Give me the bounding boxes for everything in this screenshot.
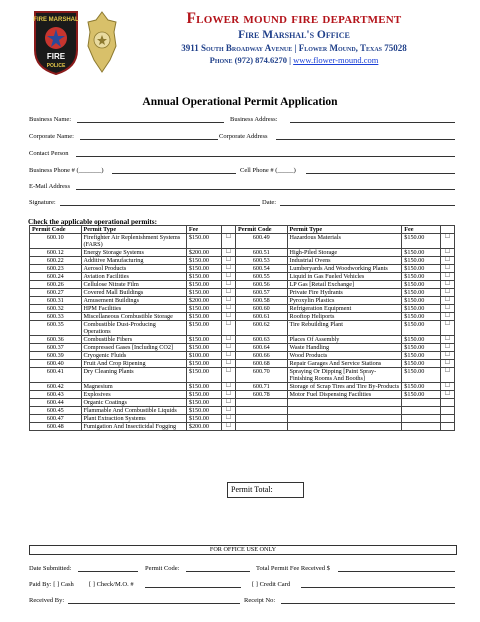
table-row: [30, 399, 455, 407]
table-row: [30, 360, 455, 368]
table-row: [30, 344, 455, 352]
corporate-name-label: Corporate Name:: [29, 133, 74, 140]
permit-code-cell: 600.24: [30, 273, 82, 281]
permit-fee-cell: $150.00: [186, 360, 221, 368]
permit-fee-cell: $150.00: [186, 383, 221, 391]
column-header-blank: [221, 226, 235, 234]
permit-fee-cell: $150.00: [402, 383, 441, 391]
table-row: [30, 265, 455, 273]
credit-card-option[interactable]: [ ] Credit Card: [252, 581, 291, 588]
permit-code-cell: 600.48: [30, 423, 82, 431]
permit-fee-cell: $150.00: [186, 313, 221, 321]
column-header: Permit Code: [30, 226, 82, 234]
permit-fee-cell: [402, 423, 441, 431]
column-header-blank: [440, 226, 454, 234]
permit-type-cell: Plant Extraction Systems: [81, 415, 186, 423]
police-badge-logo: [86, 10, 118, 76]
permit-checkbox[interactable]: ☐: [221, 383, 235, 391]
business-name-label: Business Name:: [29, 116, 72, 123]
permit-code-cell: 600.62: [236, 321, 288, 336]
permit-fee-cell: $200.00: [186, 249, 221, 257]
table-row: [30, 407, 455, 415]
permit-checkbox[interactable]: ☐: [221, 336, 235, 344]
permit-checkbox[interactable]: ☐: [440, 391, 454, 399]
permit-type-cell: Motor Fuel Dispensing Facilities: [287, 391, 402, 399]
permit-checkbox[interactable]: ☐: [221, 352, 235, 360]
permit-code-cell: 600.33: [30, 313, 82, 321]
permit-type-cell: Hazardous Materials: [287, 234, 402, 249]
column-header: Fee: [402, 226, 441, 234]
permit-code-cell: [236, 407, 288, 415]
permit-fee-cell: $150.00: [402, 289, 441, 297]
date-submitted-field[interactable]: [78, 571, 138, 572]
permit-type-cell: Repair Garages And Service Stations: [287, 360, 402, 368]
permit-fee-cell: $150.00: [186, 399, 221, 407]
permit-fee-cell: $150.00: [186, 391, 221, 399]
table-row: [30, 289, 455, 297]
table-row: [30, 297, 455, 305]
business-phone-field[interactable]: [112, 173, 236, 174]
column-header: Permit Type: [81, 226, 186, 234]
permit-fee-cell: $150.00: [186, 289, 221, 297]
permit-fee-cell: $150.00: [186, 265, 221, 273]
permit-fee-cell: $150.00: [402, 273, 441, 281]
permit-checkbox[interactable]: ☐: [221, 344, 235, 352]
email-field[interactable]: [76, 189, 455, 190]
permit-code-cell: 600.37: [30, 344, 82, 352]
permit-code-cell: 600.42: [30, 383, 82, 391]
table-row: [30, 391, 455, 399]
permit-checkbox[interactable]: ☐: [221, 305, 235, 313]
permit-fee-cell: $150.00: [186, 321, 221, 336]
column-header: Permit Type: [287, 226, 402, 234]
permit-checkbox[interactable]: ☐: [440, 265, 454, 273]
organization-header: [129, 10, 459, 66]
column-header: Fee: [186, 226, 221, 234]
permit-fee-cell: $150.00: [402, 297, 441, 305]
office-address: 3911 South Broadway Avenue | Flower Mound, Texas 75028: [181, 43, 407, 53]
table-row: [30, 352, 455, 360]
permit-code-label: Permit Code:: [145, 565, 180, 572]
date-submitted-label: Date Submitted:: [29, 565, 72, 572]
received-by-label: Received By:: [29, 597, 65, 604]
table-header-row: [30, 226, 455, 234]
permit-code-cell: 600.53: [236, 257, 288, 265]
business-address-field[interactable]: [290, 122, 455, 123]
permit-fee-cell: $100.00: [186, 352, 221, 360]
total-fee-field[interactable]: [338, 571, 455, 572]
permit-checkbox[interactable]: ☐: [221, 407, 235, 415]
paid-by-cash-option[interactable]: Paid By: [ ] Cash: [29, 581, 74, 588]
contact-person-label: Contact Person: [29, 150, 69, 157]
permit-type-cell: Spraying Or Dipping [Paint Spray-Finishing Rooms And Booths]: [287, 368, 402, 383]
permit-code-field[interactable]: [186, 571, 250, 572]
permit-code-cell: 600.56: [236, 281, 288, 289]
total-fee-label: Total Permit Fee Received $: [256, 565, 330, 572]
email-label: E-Mail Address: [29, 183, 70, 190]
permit-code-cell: 600.43: [30, 391, 82, 399]
permit-code-cell: 600.36: [30, 336, 82, 344]
permit-fee-cell: $200.00: [186, 297, 221, 305]
permit-checkbox[interactable]: ☐: [221, 273, 235, 281]
permit-code-cell: 600.35: [30, 321, 82, 336]
svg-text:FIRE: FIRE: [46, 52, 66, 61]
business-name-field[interactable]: [77, 122, 224, 123]
table-row: [30, 273, 455, 281]
corporate-address-field[interactable]: [276, 139, 455, 140]
permit-fee-cell: [402, 399, 441, 407]
permit-code-cell: 600.12: [30, 249, 82, 257]
organization-name: Flower mound fire department: [186, 10, 402, 27]
cell-phone-field[interactable]: [306, 173, 455, 174]
office-name: Fire Marshal's Office: [238, 29, 350, 41]
permit-type-cell: Magnesium: [81, 383, 186, 391]
table-row: [30, 423, 455, 431]
table-row: [30, 305, 455, 313]
permit-fee-cell: $150.00: [186, 257, 221, 265]
permit-code-cell: 600.68: [236, 360, 288, 368]
table-row: [30, 249, 455, 257]
permit-type-cell: Industrial Ovens: [287, 257, 402, 265]
signature-label: Signature:: [29, 199, 56, 206]
permit-type-cell: Covered Mall Buildings: [81, 289, 186, 297]
permit-code-cell: 600.45: [30, 407, 82, 415]
permit-code-cell: [236, 423, 288, 431]
table-row: [30, 415, 455, 423]
cell-phone-label: Cell Phone # (_____): [240, 167, 296, 174]
table-row: [30, 336, 455, 344]
permit-code-cell: 600.40: [30, 360, 82, 368]
permit-code-cell: 600.55: [236, 273, 288, 281]
permit-checkbox[interactable]: ☐: [440, 249, 454, 257]
permit-code-cell: [236, 415, 288, 423]
permit-type-cell: Places Of Assembly: [287, 336, 402, 344]
permit-fee-cell: $150.00: [402, 336, 441, 344]
fire-department-patch-logo: [29, 8, 83, 76]
permit-code-cell: 600.60: [236, 305, 288, 313]
permit-checkbox[interactable]: ☐: [440, 313, 454, 321]
page-title: Annual Operational Permit Application: [142, 96, 338, 108]
permit-type-cell: LP Gas [Retail Exchange]: [287, 281, 402, 289]
permit-checkbox: [440, 407, 454, 415]
permit-checkbox[interactable]: ☐: [221, 297, 235, 305]
permit-checkbox[interactable]: ☐: [221, 249, 235, 257]
permit-checkbox[interactable]: ☐: [440, 234, 454, 249]
permit-checkbox[interactable]: ☐: [221, 281, 235, 289]
permit-fee-cell: $150.00: [402, 257, 441, 265]
permit-total-field[interactable]: Permit Total:: [227, 482, 304, 498]
permit-fee-cell: $150.00: [186, 415, 221, 423]
permit-checkbox[interactable]: ☐: [440, 305, 454, 313]
permit-fee-cell: $150.00: [402, 391, 441, 399]
check-number-field[interactable]: [145, 587, 241, 588]
office-use-heading: FOR OFFICE USE ONLY: [29, 545, 457, 555]
permit-type-cell: Compressed Gases [Including CO2]: [81, 344, 186, 352]
table-row: [30, 313, 455, 321]
permit-checkbox[interactable]: ☐: [221, 391, 235, 399]
permit-code-cell: 600.58: [236, 297, 288, 305]
permit-type-cell: [287, 399, 402, 407]
permit-code-cell: 600.51: [236, 249, 288, 257]
permit-type-cell: Cellulose Nitrate Film: [81, 281, 186, 289]
permit-type-cell: Cryogenic Fluids: [81, 352, 186, 360]
permit-code-cell: 600.27: [30, 289, 82, 297]
permit-checkbox[interactable]: ☐: [440, 344, 454, 352]
received-by-field[interactable]: [68, 603, 240, 604]
permit-code-cell: 600.47: [30, 415, 82, 423]
permit-type-cell: Private Fire Hydrants: [287, 289, 402, 297]
permit-type-cell: Combustible Dust-Producing Operations: [81, 321, 186, 336]
credit-card-field[interactable]: [301, 587, 455, 588]
permit-code-cell: 600.49: [236, 234, 288, 249]
permit-fee-cell: [402, 407, 441, 415]
permit-type-cell: Rooftop Heliports: [287, 313, 402, 321]
permit-checkbox[interactable]: ☐: [440, 289, 454, 297]
permit-checkbox[interactable]: ☐: [440, 321, 454, 336]
permit-fee-cell: $150.00: [186, 281, 221, 289]
permit-type-cell: Organic Coatings: [81, 399, 186, 407]
business-address-label: Business Address:: [230, 116, 278, 123]
permit-code-cell: 600.32: [30, 305, 82, 313]
signature-field[interactable]: [60, 205, 260, 206]
contact-person-field[interactable]: [76, 156, 455, 157]
table-row: [30, 257, 455, 265]
check-option[interactable]: [ ] Check/M.O. #: [89, 581, 134, 588]
permit-type-cell: Tire Rebuilding Plant: [287, 321, 402, 336]
permit-checkbox[interactable]: ☐: [440, 297, 454, 305]
permit-fee-cell: $150.00: [402, 234, 441, 249]
permit-checkbox[interactable]: ☐: [440, 360, 454, 368]
permit-checkbox[interactable]: ☐: [221, 360, 235, 368]
permit-type-cell: Miscellaneous Combustible Storage: [81, 313, 186, 321]
permit-checkbox[interactable]: ☐: [440, 368, 454, 383]
permit-fee-cell: $150.00: [402, 265, 441, 273]
svg-text:FIRE MARSHAL: FIRE MARSHAL: [33, 17, 79, 23]
permits-heading: Check the applicable operational permits:: [28, 218, 157, 226]
permit-code-cell: 600.10: [30, 234, 82, 249]
permit-code-cell: 600.31: [30, 297, 82, 305]
permit-type-cell: Amusement Buildings: [81, 297, 186, 305]
receipt-no-field[interactable]: [281, 603, 455, 604]
permit-checkbox[interactable]: ☐: [221, 368, 235, 383]
permit-type-cell: High-Piled Storage: [287, 249, 402, 257]
permit-type-cell: [287, 415, 402, 423]
permit-type-cell: Wood Products: [287, 352, 402, 360]
permit-checkbox[interactable]: ☐: [221, 399, 235, 407]
permit-checkbox: [440, 399, 454, 407]
permit-checkbox[interactable]: ☐: [221, 321, 235, 336]
permit-checkbox[interactable]: ☐: [221, 415, 235, 423]
permit-type-cell: Aviation Facilities: [81, 273, 186, 281]
svg-text:POLICE: POLICE: [46, 63, 66, 69]
permit-code-cell: [236, 399, 288, 407]
permit-code-cell: 600.44: [30, 399, 82, 407]
permit-checkbox[interactable]: ☐: [440, 352, 454, 360]
corporate-name-field[interactable]: [80, 139, 218, 140]
permit-checkbox[interactable]: ☐: [221, 289, 235, 297]
permit-fee-cell: $150.00: [186, 234, 221, 249]
permit-type-cell: HPM Facilities: [81, 305, 186, 313]
permit-fee-cell: $150.00: [402, 344, 441, 352]
permit-code-cell: 600.23: [30, 265, 82, 273]
office-phone: Phone (972) 874.6270 |: [209, 55, 292, 65]
permit-code-cell: 600.41: [30, 368, 82, 383]
permit-checkbox[interactable]: ☐: [221, 313, 235, 321]
table-row: [30, 281, 455, 289]
permit-checkbox[interactable]: ☐: [440, 257, 454, 265]
permit-type-cell: Dry Cleaning Plants: [81, 368, 186, 383]
permit-fee-cell: $150.00: [402, 360, 441, 368]
business-phone-label: Business Phone # (_______): [29, 167, 104, 174]
table-row: [30, 368, 455, 383]
permit-checkbox[interactable]: ☐: [440, 336, 454, 344]
permit-type-cell: [287, 423, 402, 431]
permit-code-cell: 600.64: [236, 344, 288, 352]
permit-code-cell: 600.71: [236, 383, 288, 391]
permit-code-cell: 600.54: [236, 265, 288, 273]
permit-type-cell: Additive Manufacturing: [81, 257, 186, 265]
permit-type-cell: Explosives: [81, 391, 186, 399]
date-field[interactable]: [280, 205, 455, 206]
permit-code-cell: 600.78: [236, 391, 288, 399]
permit-checkbox[interactable]: ☐: [440, 281, 454, 289]
permit-checkbox: [440, 415, 454, 423]
permit-fee-cell: [402, 415, 441, 423]
permit-fee-cell: $150.00: [402, 368, 441, 383]
permit-fee-cell: $150.00: [402, 249, 441, 257]
permit-type-cell: Storage of Scrap Tires and Tire By-Products: [287, 383, 402, 391]
permit-fee-cell: $150.00: [186, 344, 221, 352]
permit-type-cell: Fumigation And Insecticidal Fogging: [81, 423, 186, 431]
permit-type-cell: Aerosol Products: [81, 265, 186, 273]
permit-type-cell: Waste Handling: [287, 344, 402, 352]
permit-code-cell: 600.39: [30, 352, 82, 360]
permit-checkbox[interactable]: ☐: [221, 234, 235, 249]
permit-type-cell: Firefighter Air Replenishment Systems (FARS): [81, 234, 186, 249]
permit-fee-cell: $200.00: [186, 423, 221, 431]
permit-code-cell: 600.57: [236, 289, 288, 297]
permit-code-cell: 600.22: [30, 257, 82, 265]
permit-type-cell: [287, 407, 402, 415]
permit-checkbox[interactable]: ☐: [221, 265, 235, 273]
permit-fee-cell: $150.00: [402, 305, 441, 313]
permit-fee-cell: $150.00: [186, 368, 221, 383]
permit-fee-cell: $150.00: [402, 352, 441, 360]
permit-fee-cell: $150.00: [402, 321, 441, 336]
permit-fee-cell: $150.00: [402, 281, 441, 289]
permit-fee-cell: $150.00: [186, 305, 221, 313]
permit-fee-cell: $150.00: [186, 407, 221, 415]
permit-fee-cell: $150.00: [186, 336, 221, 344]
permit-fee-cell: $150.00: [402, 313, 441, 321]
permit-type-cell: Liquid in Gas Fueled Vehicles: [287, 273, 402, 281]
date-label: Date:: [262, 199, 277, 206]
permit-fee-cell: $150.00: [186, 273, 221, 281]
permit-type-cell: Flammable And Combustible Liquids: [81, 407, 186, 415]
permit-checkbox[interactable]: ☐: [440, 383, 454, 391]
receipt-no-label: Receipt No:: [244, 597, 276, 604]
permit-checkbox: [440, 423, 454, 431]
table-row: [30, 234, 455, 249]
permit-type-cell: Fruit And Crop Ripening: [81, 360, 186, 368]
permits-table: [29, 225, 455, 431]
website-link[interactable]: www.flower-mound.com: [293, 55, 379, 65]
permit-code-cell: 600.26: [30, 281, 82, 289]
permit-checkbox[interactable]: ☐: [440, 273, 454, 281]
corporate-address-label: Corporate Address: [219, 133, 268, 140]
permit-type-cell: Combustible Fibers: [81, 336, 186, 344]
table-row: [30, 383, 455, 391]
permit-type-cell: Lumberyards And Woodworking Plants: [287, 265, 402, 273]
permit-code-cell: 600.63: [236, 336, 288, 344]
permit-type-cell: Pyroxylin Plastics: [287, 297, 402, 305]
permit-code-cell: 600.61: [236, 313, 288, 321]
office-contact: [129, 54, 459, 66]
permit-code-cell: 600.70: [236, 368, 288, 383]
table-row: [30, 321, 455, 336]
permit-code-cell: 600.66: [236, 352, 288, 360]
permit-checkbox[interactable]: ☐: [221, 423, 235, 431]
permits-table-body: [30, 234, 455, 431]
column-header: Permit Code: [236, 226, 288, 234]
permit-type-cell: Refrigeration Equipment: [287, 305, 402, 313]
permit-type-cell: Energy Storage Systems: [81, 249, 186, 257]
permit-checkbox[interactable]: ☐: [221, 257, 235, 265]
